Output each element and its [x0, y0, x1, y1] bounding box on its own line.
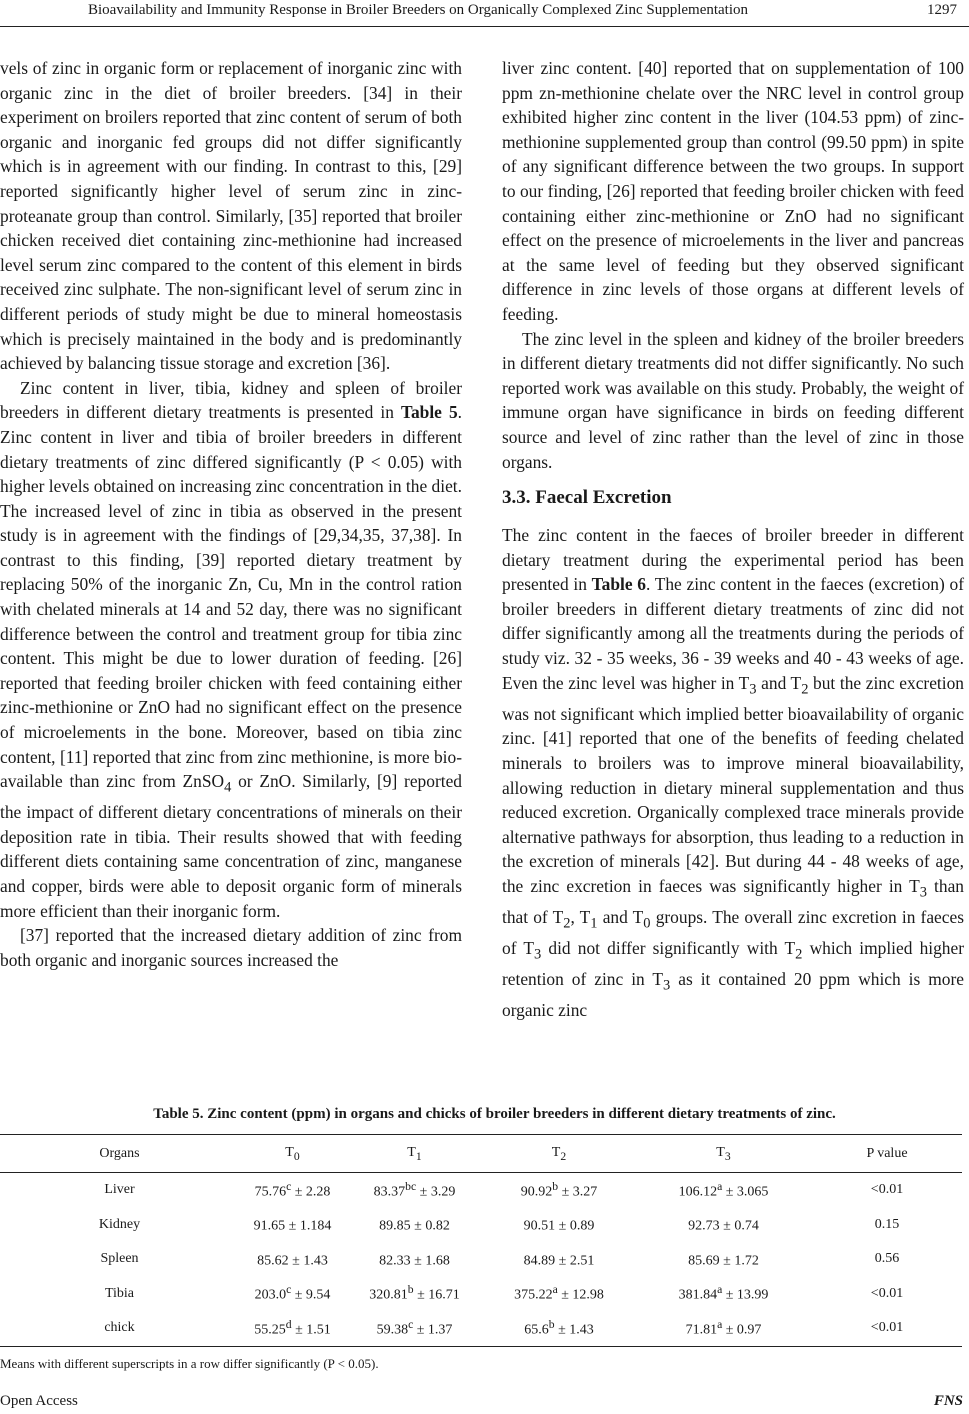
cell-p-value: 0.15 [874, 1216, 900, 1232]
header-t1: $T_1$ [407, 1144, 422, 1163]
cell-p-value: <0.01 [870, 1182, 904, 1198]
cell-t0: 55.25$^d$ ± 1.51 [254, 1317, 331, 1338]
paragraph-liver-zinc: [37] reported that the increased dietary addition of zinc from both organic and inorganic sources increased the [0, 925, 462, 970]
cell-p-value: <0.01 [870, 1320, 904, 1336]
paragraph-liver-continued: liver zinc content. [40] reported that on supplementation of 100 ppm zn-methionine chelate over the NRC level in control group exhibited higher zinc content in the liver (104.53 ppm) of zinc-methionine supplemented group than control (99.50 ppm) in spite of any significant difference between the two groups. In support to our finding, [26] reported that feeding broiler chicken with feed containing either zinc-methionine or ZnO had no significant effect on the presence of microelements in the liver and pancreas at the same level of feeding but they observed significant difference in zinc levels of those organs at different levels of feeding. [502, 58, 964, 324]
paragraph-spleen-kidney: The zinc level in the spleen and kidney of the broiler breeders in different dietary treatments did not differ significantly. No such reported work was available on this study. Probably, the weight of immune organ have significance in birds on feeding different source and level of zinc rather than the level of zinc in those organs. [502, 328, 964, 472]
table-row [0, 1173, 962, 1208]
journal-abbreviation: FNS [933, 1393, 963, 1409]
cell-t2: 84.89 ± 2.51 [523, 1253, 595, 1269]
cell-t2: 65.6$^b$ ± 1.43 [524, 1317, 594, 1338]
cell-organ: Kidney [98, 1216, 141, 1232]
page-number: 1297 [927, 2, 957, 18]
table-row [0, 1208, 962, 1243]
cell-organ: Spleen [100, 1251, 139, 1267]
cell-t0: 203.0$^c$ ± 9.54 [254, 1283, 331, 1304]
cell-t0: 85.62 ± 1.43 [257, 1253, 328, 1269]
open-access-label: Open Access [0, 1393, 78, 1409]
zinc-content-table [0, 1134, 962, 1347]
cell-t2: 375.22$^a$ ± 12.98 [514, 1283, 604, 1304]
paragraph-faecal-excretion: The zinc content in the faeces of broiler breeder in different dietary treatment during the experimental period has been presented in Table 6. The zinc content in the faeces (excretion) of broiler breeders in different dietary treatments of zinc did not differ significantly among all the treatments during the periods of study viz. 32 - 35 weeks, 36 - 39 weeks and 40 - 43 weeks of age. Even the zinc level was higher in $T_3$ and $T_2$ but the zinc excretion was not significant which implied better bioavailability of organic zinc. [41] reported that one of the benefits of feeding chelated minerals to broilers was to improve mineral bioavailability, allowing reduction in dietary mineral supplementation and thus reduced excretion. Organically complexed trace minerals provide alternative pathways for absorption, thus leading to a reduction in the excretion of minerals [42]. But during 44 - 48 weeks of age, the zinc excretion in faeces was significantly higher in $T_3$ than that of $T_2$, $T_1$ and $T_0$ groups. The overall zinc excretion in faeces of $T_3$ did not differ significantly with $T_2$ which implied higher retention of zinc in $T_3$ as it contained 20 ppm which is more organic zinc [502, 525, 964, 1021]
cell-t1: 82.33 ± 1.68 [379, 1253, 450, 1269]
cell-t0: 75.76$^c$ ± 2.28 [254, 1179, 331, 1200]
table-header-row [0, 1135, 962, 1173]
table-caption: Table 5. Zinc content (ppm) in organs and chicks of broiler breeders in different dietary treatments of zinc. [153, 1106, 836, 1122]
table-row [0, 1242, 962, 1277]
section-heading-faecal-excretion: 3.3. Faecal Excretion [502, 487, 672, 509]
cell-t3: 381.84$^a$ ± 13.99 [678, 1283, 769, 1304]
left-column [0, 56, 462, 972]
running-title: Bioavailability and Immunity Response in Broiler Breeders on Organically Complexed Zinc Supplementation [88, 2, 749, 18]
cell-organ: Liver [104, 1182, 135, 1198]
paragraph-serum-zinc: vels of zinc in organic form or replacement of inorganic zinc with organic zinc in the diet of broiler breeders. [34] in their experiment on broilers reported that zinc content of serum of both organic and inorganic fed groups did not differ significantly which is in agreement with our finding. In contrast to this, [29] reported significantly higher level of serum zinc in zinc-proteanate group than control. Similarly, [35] reported that broiler chicken received diet containing zinc-methionine had increased level serum zinc compared to the content of this element in birds received zinc sulphate. The non-significant level of serum zinc in different periods of study might be due to mineral homeostasis which is precisely maintained in the body and is predominantly achieved by balancing tissue storage and excretion [36]. [0, 58, 462, 374]
cell-t2: 90.92$^b$ ± 3.27 [520, 1179, 598, 1200]
table-5-reference: Table 5 [400, 402, 458, 423]
cell-t1: 83.37$^{bc}$ ± 3.29 [373, 1179, 456, 1200]
cell-t1: 89.85 ± 0.82 [379, 1219, 450, 1235]
header-organs: Organs [99, 1145, 140, 1161]
header-t0: $T_0$ [285, 1144, 300, 1163]
table-5 [0, 1106, 969, 1372]
header-t3: $T_3$ [716, 1144, 731, 1163]
table-6-reference: Table 6 [591, 574, 646, 595]
cell-organ: Tibia [104, 1285, 135, 1301]
header-t2: $T_2$ [551, 1144, 567, 1163]
cell-organ: chick [104, 1320, 135, 1336]
table-footnote: Means with different superscripts in a row differ significantly (P < 0.05). [0, 1355, 379, 1371]
cell-t1: 320.81$^b$ ± 16.71 [369, 1283, 460, 1304]
right-column [502, 56, 964, 1023]
cell-t3: 71.81$^a$ ± 0.97 [685, 1317, 762, 1338]
cell-t3: 106.12$^a$ ± 3.065 [678, 1179, 769, 1200]
table-row [0, 1277, 962, 1312]
paragraph-organ-zinc: Zinc content in liver, tibia, kidney and spleen of broiler breeders in different dietary treatments is presented in Table 5. Zinc content in liver and tibia of broiler breeders in different dietary treatments of zinc differed significantly (P < 0.05) with higher levels obtained on increasing zinc concentration in the diet. The increased level of zinc in tibia as observed in the present study is in agreement with the findings of [29,34,35, 37,38]. In contrast to this finding, [39] reported dietary treatment by replacing 50% of the inorganic Zn, Cu, Mn in the control ration with chelated minerals at 14 and 52 day, there was no significant difference between the control and treatment group for tibia zinc content. This might be due to lower duration of feeding. [26] reported that feeding broiler chicken with feed containing either zinc-methionine or ZnO had no significant effect on the presence of microelements in the bone. Moreover, based on tibia zinc content, [11] reported that zinc from zinc methionine, is more bio-available than zinc from ZnSO$_4$ or ZnO. Similarly, [9] reported the impact of different dietary concentrations of minerals on their deposition rate in tibia. Their results showed that with feeding different diets containing same concentration of zinc, manganese and copper, birds were able to deposit organic form of minerals more efficient than their inorganic form. [0, 377, 463, 921]
cell-p-value: 0.56 [874, 1251, 900, 1267]
cell-t2: 90.51 ± 0.89 [523, 1219, 595, 1235]
table-row [0, 1311, 962, 1346]
header-p-value: P value [866, 1145, 908, 1161]
cell-t1: 59.38$^c$ ± 1.37 [376, 1317, 453, 1338]
cell-t0: 91.65 ± 1.184 [253, 1219, 332, 1235]
running-header [0, 0, 969, 30]
cell-p-value: <0.01 [870, 1285, 904, 1301]
cell-t3: 85.69 ± 1.72 [688, 1253, 759, 1269]
header-rule [0, 26, 969, 27]
cell-t3: 92.73 ± 0.74 [688, 1219, 759, 1235]
